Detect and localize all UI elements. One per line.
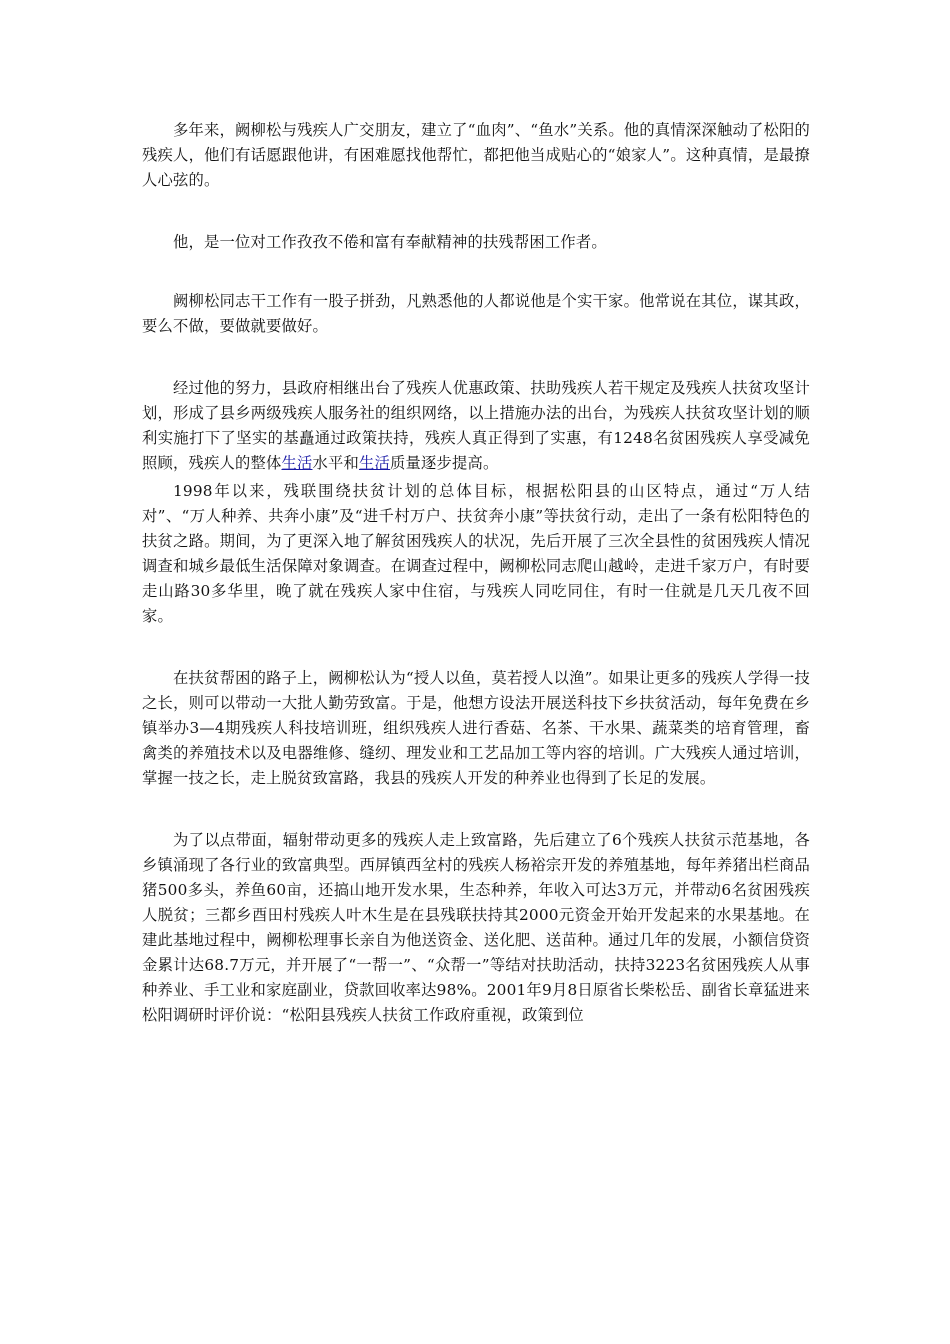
paragraph-policy: [142, 376, 810, 476]
paragraph-policy-text-2: 水平和: [312, 454, 359, 472]
paragraph-hard-work: 阙柳松同志干工作有一股子拼劲，凡熟悉他的人都说他是个实干家。他常说在其位，谋其政，要么不做，要做就要做好。: [142, 292, 810, 335]
paragraph-policy-text-1: 经过他的努力，县政府相继出台了残疾人优惠政策、扶助残疾人若干规定及残疾人扶贫攻坚计划，形成了县乡两级残疾人服务社的组织网络，以上措施办法的出台，为残疾人扶贫攻坚计划的顺利实施打下了坚实的基矗通过政策扶持，残疾人真正得到了实惠，有1248名贫困残疾人享受减免照顾，残疾人的整体: [142, 379, 810, 472]
paragraph-demo-bases: 为了以点带面，辐射带动更多的残疾人走上致富路，先后建立了6个残疾人扶贫示范基地，各乡镇涌现了各行业的致富典型。西屏镇西坌村的残疾人杨裕宗开发的养殖基地，每年养猪出栏商品猪500多头，养鱼60亩，还搞山地开发水果，生态种养，年收入可达3万元，并带动6名贫困残疾人脱贫；三都乡酉田村残疾人叶木生是在县残联扶持其2000元资金开始开发起来的水果基地。在建此基地过程中，阙柳松理事长亲自为他送资金、送化肥、送苗种。通过几年的发展，小额信贷资金累计达68.7万元，并开展了“一帮一”、“众帮一”等结对扶助活动，扶持3223名贫困残疾人从事种养业、手工业和家庭副业，贷款回收率达98%。2001年9月8日原省长柴松岳、副省长章猛进来松阳调研时评价说：“松阳县残疾人扶贫工作政府重视，政策到位: [142, 831, 810, 1024]
paragraph-poverty-survey: 1998年以来，残联围绕扶贫计划的总体目标，根据松阳县的山区特点，通过“万人结对”、“万人种养、共奔小康”及“进千村万户、扶贫奔小康”等扶贫行动，走出了一条有松阳特色的扶贫之路。期间，为了更深入地了解贫困残疾人的状况，先后开展了三次全县性的贫困残疾人情况调查和城乡最低生活保障对象调查。在调查过程中，阙柳松同志爬山越岭，走进千家万户，有时要走山路30多华里，晚了就在残疾人家中住宿，与残疾人同吃同住，有时一住就是几天几夜不回家。: [142, 482, 810, 625]
paragraph-dedication: 他，是一位对工作孜孜不倦和富有奉献精神的扶残帮困工作者。: [173, 233, 607, 251]
document-body: [142, 118, 810, 1028]
paragraph-policy-text-3: 质量逐步提高。: [389, 454, 499, 472]
life-link-1[interactable]: 生活: [281, 454, 313, 472]
paragraph-training: 在扶贫帮困的路子上，阙柳松认为“授人以鱼，莫若授人以渔”。如果让更多的残疾人学得一技之长，则可以带动一大批人勤劳致富。于是，他想方设法开展送科技下乡扶贫活动，每年免费在乡镇举办3—4期残疾人科技培训班，组织残疾人进行香菇、名茶、干水果、蔬菜类的培育管理，畜禽类的养殖技术以及电器维修、缝纫、理发业和工艺品加工等内容的培训。广大残疾人通过培训，掌握一技之长，走上脱贫致富路，我县的残疾人开发的种养业也得到了长足的发展。: [142, 669, 810, 787]
paragraph-friendship: 多年来，阙柳松与残疾人广交朋友，建立了“血肉”、“鱼水”关系。他的真情深深触动了松阳的残疾人，他们有话愿跟他讲，有困难愿找他帮忙，都把他当成贴心的“娘家人”。这种真情，是最撩人心弦的。: [142, 121, 810, 189]
life-link-2[interactable]: 生活: [358, 454, 390, 472]
